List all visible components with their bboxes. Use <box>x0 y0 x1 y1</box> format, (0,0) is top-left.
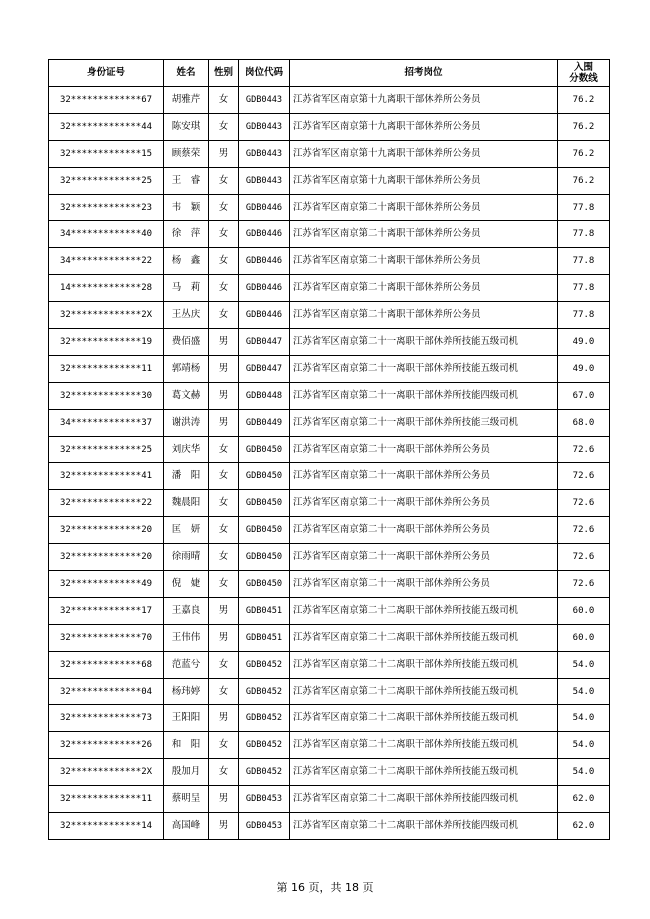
cell-id: 32*************11 <box>49 355 164 382</box>
cell-position: 江苏省军区南京第二十二离职干部休养所技能五级司机 <box>290 759 558 786</box>
cell-position: 江苏省军区南京第二十一离职干部休养所技能五级司机 <box>290 355 558 382</box>
cell-position: 江苏省军区南京第二十二离职干部休养所技能五级司机 <box>290 732 558 759</box>
cell-gender: 女 <box>209 113 239 140</box>
cell-score: 72.6 <box>558 571 610 598</box>
cell-name: 葛文赫 <box>164 382 209 409</box>
cell-score: 72.6 <box>558 463 610 490</box>
cell-score: 68.0 <box>558 409 610 436</box>
cell-position: 江苏省军区南京第二十二离职干部休养所技能五级司机 <box>290 597 558 624</box>
cell-id: 32*************20 <box>49 517 164 544</box>
header-id: 身份证号 <box>49 60 164 87</box>
cell-score: 49.0 <box>558 355 610 382</box>
cell-score: 77.8 <box>558 302 610 329</box>
cell-code: GDB0447 <box>239 355 290 382</box>
cell-gender: 男 <box>209 597 239 624</box>
cell-id: 32*************25 <box>49 167 164 194</box>
table-row <box>49 329 610 356</box>
table-row <box>49 759 610 786</box>
table-row <box>49 194 610 221</box>
cell-gender: 女 <box>209 651 239 678</box>
cell-position: 江苏省军区南京第二十一离职干部休养所公务员 <box>290 571 558 598</box>
cell-position: 江苏省军区南京第二十一离职干部休养所公务员 <box>290 463 558 490</box>
cell-name: 王伟伟 <box>164 624 209 651</box>
cell-name: 胡雅芹 <box>164 87 209 114</box>
cell-id: 32*************73 <box>49 705 164 732</box>
cell-gender: 女 <box>209 759 239 786</box>
cell-score: 54.0 <box>558 705 610 732</box>
cell-id: 32*************23 <box>49 194 164 221</box>
cell-gender: 男 <box>209 409 239 436</box>
cell-score: 77.8 <box>558 248 610 275</box>
cell-code: GDB0450 <box>239 436 290 463</box>
cell-position: 江苏省军区南京第十九离职干部休养所公务员 <box>290 113 558 140</box>
header-score-line2: 分数线 <box>569 73 598 84</box>
cell-code: GDB0446 <box>239 221 290 248</box>
cell-score: 54.0 <box>558 759 610 786</box>
cell-score: 76.2 <box>558 113 610 140</box>
cell-gender: 女 <box>209 302 239 329</box>
candidate-table-container <box>48 59 610 840</box>
cell-id: 34*************40 <box>49 221 164 248</box>
cell-score: 77.8 <box>558 275 610 302</box>
table-row <box>49 732 610 759</box>
table-row <box>49 436 610 463</box>
cell-position: 江苏省军区南京第二十离职干部休养所公务员 <box>290 302 558 329</box>
cell-name: 韦 颖 <box>164 194 209 221</box>
header-name: 姓名 <box>164 60 209 87</box>
cell-name: 徐雨晴 <box>164 544 209 571</box>
header-score-line1: 入围 <box>573 62 593 73</box>
cell-code: GDB0452 <box>239 678 290 705</box>
cell-id: 32*************68 <box>49 651 164 678</box>
cell-id: 32*************30 <box>49 382 164 409</box>
cell-code: GDB0443 <box>239 140 290 167</box>
table-row <box>49 571 610 598</box>
table-row <box>49 248 610 275</box>
cell-position: 江苏省军区南京第二十一离职干部休养所公务员 <box>290 436 558 463</box>
cell-id: 32*************41 <box>49 463 164 490</box>
cell-id: 32*************15 <box>49 140 164 167</box>
cell-code: GDB0451 <box>239 597 290 624</box>
cell-score: 62.0 <box>558 813 610 840</box>
cell-id: 34*************37 <box>49 409 164 436</box>
cell-score: 76.2 <box>558 140 610 167</box>
cell-name: 魏晨阳 <box>164 490 209 517</box>
cell-score: 76.2 <box>558 87 610 114</box>
table-row <box>49 651 610 678</box>
cell-code: GDB0452 <box>239 732 290 759</box>
cell-score: 62.0 <box>558 786 610 813</box>
cell-position: 江苏省军区南京第二十离职干部休养所公务员 <box>290 275 558 302</box>
cell-name: 蔡明呈 <box>164 786 209 813</box>
cell-score: 72.6 <box>558 544 610 571</box>
cell-gender: 男 <box>209 813 239 840</box>
cell-code: GDB0450 <box>239 544 290 571</box>
cell-gender: 女 <box>209 221 239 248</box>
cell-gender: 男 <box>209 329 239 356</box>
header-gender: 性别 <box>209 60 239 87</box>
cell-code: GDB0446 <box>239 194 290 221</box>
cell-name: 谢洪涛 <box>164 409 209 436</box>
cell-code: GDB0443 <box>239 113 290 140</box>
cell-code: GDB0452 <box>239 651 290 678</box>
cell-score: 60.0 <box>558 624 610 651</box>
cell-position: 江苏省军区南京第二十二离职干部休养所技能五级司机 <box>290 624 558 651</box>
cell-position: 江苏省军区南京第二十离职干部休养所公务员 <box>290 221 558 248</box>
table-row <box>49 517 610 544</box>
table-row <box>49 463 610 490</box>
cell-id: 32*************2X <box>49 759 164 786</box>
cell-id: 32*************25 <box>49 436 164 463</box>
header-position: 招考岗位 <box>290 60 558 87</box>
cell-position: 江苏省军区南京第二十二离职干部休养所技能五级司机 <box>290 678 558 705</box>
cell-position: 江苏省军区南京第二十一离职干部休养所公务员 <box>290 490 558 517</box>
candidate-table <box>48 59 610 840</box>
cell-code: GDB0453 <box>239 786 290 813</box>
cell-id: 32*************22 <box>49 490 164 517</box>
cell-code: GDB0443 <box>239 167 290 194</box>
cell-gender: 男 <box>209 382 239 409</box>
cell-code: GDB0448 <box>239 382 290 409</box>
cell-id: 32*************44 <box>49 113 164 140</box>
cell-position: 江苏省军区南京第二十一离职干部休养所公务员 <box>290 517 558 544</box>
cell-name: 高国峰 <box>164 813 209 840</box>
cell-gender: 女 <box>209 463 239 490</box>
table-row <box>49 113 610 140</box>
cell-position: 江苏省军区南京第十九离职干部休养所公务员 <box>290 87 558 114</box>
cell-position: 江苏省军区南京第二十一离职干部休养所技能三级司机 <box>290 409 558 436</box>
table-row <box>49 705 610 732</box>
cell-gender: 女 <box>209 87 239 114</box>
cell-score: 54.0 <box>558 678 610 705</box>
cell-code: GDB0446 <box>239 248 290 275</box>
table-row <box>49 409 610 436</box>
header-score <box>558 60 610 87</box>
table-body <box>49 87 610 840</box>
cell-code: GDB0450 <box>239 490 290 517</box>
cell-code: GDB0447 <box>239 329 290 356</box>
cell-score: 77.8 <box>558 221 610 248</box>
cell-name: 殷加月 <box>164 759 209 786</box>
table-row <box>49 275 610 302</box>
cell-id: 32*************17 <box>49 597 164 624</box>
cell-code: GDB0443 <box>239 87 290 114</box>
cell-name: 和 阳 <box>164 732 209 759</box>
table-row <box>49 624 610 651</box>
cell-score: 77.8 <box>558 194 610 221</box>
cell-position: 江苏省军区南京第二十二离职干部休养所技能五级司机 <box>290 705 558 732</box>
cell-code: GDB0453 <box>239 813 290 840</box>
cell-gender: 女 <box>209 167 239 194</box>
cell-name: 刘庆华 <box>164 436 209 463</box>
cell-position: 江苏省军区南京第十九离职干部休养所公务员 <box>290 167 558 194</box>
cell-gender: 男 <box>209 786 239 813</box>
table-row <box>49 167 610 194</box>
cell-id: 14*************28 <box>49 275 164 302</box>
cell-code: GDB0449 <box>239 409 290 436</box>
cell-score: 67.0 <box>558 382 610 409</box>
cell-id: 32*************26 <box>49 732 164 759</box>
cell-position: 江苏省军区南京第二十二离职干部休养所技能四级司机 <box>290 813 558 840</box>
cell-gender: 女 <box>209 194 239 221</box>
cell-name: 潘 阳 <box>164 463 209 490</box>
header-code: 岗位代码 <box>239 60 290 87</box>
cell-name: 杨 鑫 <box>164 248 209 275</box>
cell-id: 32*************67 <box>49 87 164 114</box>
table-row <box>49 355 610 382</box>
cell-name: 马 莉 <box>164 275 209 302</box>
cell-name: 杨玮婷 <box>164 678 209 705</box>
cell-gender: 男 <box>209 624 239 651</box>
cell-id: 34*************22 <box>49 248 164 275</box>
cell-score: 54.0 <box>558 651 610 678</box>
table-row <box>49 544 610 571</box>
cell-position: 江苏省军区南京第二十一离职干部休养所技能五级司机 <box>290 329 558 356</box>
table-row <box>49 786 610 813</box>
cell-id: 32*************14 <box>49 813 164 840</box>
cell-gender: 女 <box>209 436 239 463</box>
cell-code: GDB0450 <box>239 517 290 544</box>
cell-score: 72.6 <box>558 517 610 544</box>
cell-gender: 男 <box>209 140 239 167</box>
cell-code: GDB0450 <box>239 571 290 598</box>
cell-position: 江苏省军区南京第二十二离职干部休养所技能五级司机 <box>290 651 558 678</box>
cell-code: GDB0452 <box>239 705 290 732</box>
table-row <box>49 597 610 624</box>
cell-position: 江苏省军区南京第二十一离职干部休养所公务员 <box>290 544 558 571</box>
cell-id: 32*************04 <box>49 678 164 705</box>
cell-position: 江苏省军区南京第二十离职干部休养所公务员 <box>290 248 558 275</box>
cell-position: 江苏省军区南京第二十二离职干部休养所技能四级司机 <box>290 786 558 813</box>
cell-gender: 女 <box>209 544 239 571</box>
cell-gender: 女 <box>209 571 239 598</box>
cell-name: 王 睿 <box>164 167 209 194</box>
table-row <box>49 140 610 167</box>
cell-code: GDB0450 <box>239 463 290 490</box>
table-row <box>49 813 610 840</box>
cell-name: 匡 妍 <box>164 517 209 544</box>
cell-score: 72.6 <box>558 436 610 463</box>
cell-position: 江苏省军区南京第二十离职干部休养所公务员 <box>290 194 558 221</box>
cell-gender: 男 <box>209 705 239 732</box>
cell-name: 郭靖杨 <box>164 355 209 382</box>
cell-score: 76.2 <box>558 167 610 194</box>
table-row <box>49 221 610 248</box>
cell-name: 陈安琪 <box>164 113 209 140</box>
table-row <box>49 678 610 705</box>
cell-score: 72.6 <box>558 490 610 517</box>
table-row <box>49 302 610 329</box>
cell-id: 32*************2X <box>49 302 164 329</box>
cell-name: 倪 婕 <box>164 571 209 598</box>
cell-name: 费佰盛 <box>164 329 209 356</box>
cell-position: 江苏省军区南京第十九离职干部休养所公务员 <box>290 140 558 167</box>
cell-gender: 女 <box>209 275 239 302</box>
cell-name: 王阳阳 <box>164 705 209 732</box>
cell-gender: 女 <box>209 248 239 275</box>
cell-id: 32*************20 <box>49 544 164 571</box>
cell-score: 60.0 <box>558 597 610 624</box>
cell-score: 54.0 <box>558 732 610 759</box>
cell-gender: 女 <box>209 517 239 544</box>
cell-code: GDB0446 <box>239 275 290 302</box>
cell-name: 范蓝兮 <box>164 651 209 678</box>
cell-score: 49.0 <box>558 329 610 356</box>
cell-position: 江苏省军区南京第二十一离职干部休养所技能四级司机 <box>290 382 558 409</box>
cell-name: 王嘉良 <box>164 597 209 624</box>
cell-gender: 男 <box>209 355 239 382</box>
cell-name: 王丛庆 <box>164 302 209 329</box>
table-row <box>49 382 610 409</box>
cell-code: GDB0452 <box>239 759 290 786</box>
cell-gender: 女 <box>209 732 239 759</box>
cell-name: 徐 萍 <box>164 221 209 248</box>
cell-id: 32*************70 <box>49 624 164 651</box>
cell-id: 32*************19 <box>49 329 164 356</box>
table-row <box>49 87 610 114</box>
cell-id: 32*************11 <box>49 786 164 813</box>
page-footer: 第 16 页，共 18 页 <box>276 881 374 894</box>
table-row <box>49 490 610 517</box>
cell-code: GDB0446 <box>239 302 290 329</box>
cell-gender: 女 <box>209 490 239 517</box>
cell-id: 32*************49 <box>49 571 164 598</box>
table-header-row <box>49 60 610 87</box>
cell-code: GDB0451 <box>239 624 290 651</box>
cell-name: 顾蔡荣 <box>164 140 209 167</box>
cell-gender: 女 <box>209 678 239 705</box>
